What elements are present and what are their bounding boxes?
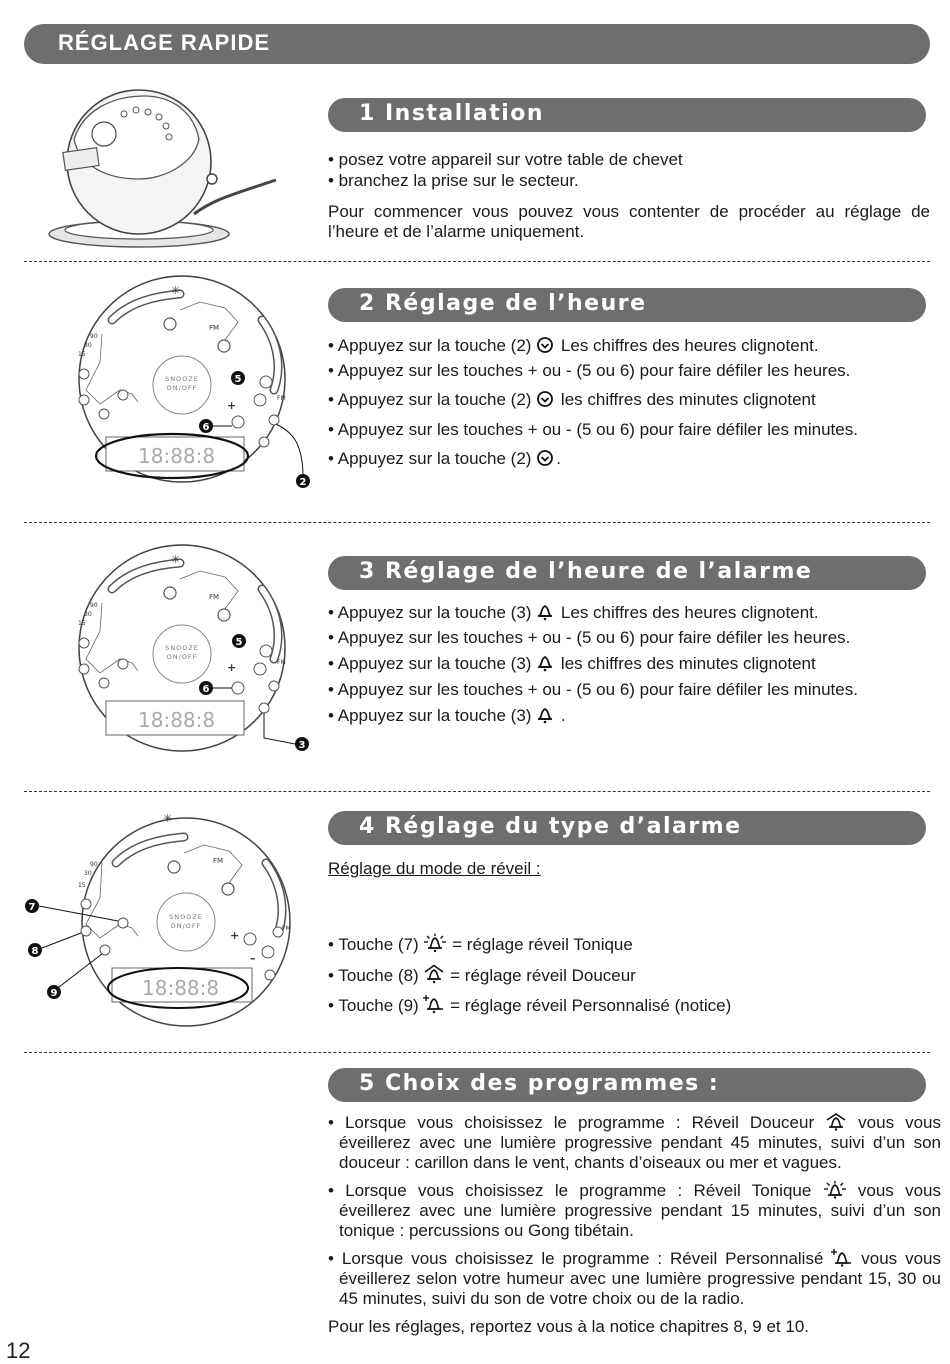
s2-line-3: • Appuyez sur la touche (2) les chiffres des minutes clignotent: [328, 390, 816, 409]
svg-text:30: 30: [84, 342, 92, 349]
tonic-alarm-icon: [823, 1181, 847, 1199]
device-illustration: [44, 84, 284, 254]
s3-line-4: • Appuyez sur les touches + ou - (5 ou 6) pour faire défiler les minutes.: [328, 680, 858, 699]
svg-text:SNOOZE: SNOOZE: [165, 375, 199, 383]
svg-text:6: 6: [202, 422, 210, 433]
svg-text:✳: ✳: [171, 284, 181, 297]
s1-paragraph: Pour commencer vous pouvez vous contenter de procéder au réglage de l’heure et de l’alarme uniquement.: [328, 202, 930, 241]
clock-diagram-4: [18, 802, 318, 1047]
svg-text:FM: FM: [209, 593, 220, 601]
section-3-banner: [328, 556, 926, 590]
s2-line-5: • Appuyez sur la touche (2) .: [328, 449, 561, 468]
svg-text:90: 90: [90, 861, 98, 868]
section-5-title: 5 Choix des programmes :: [359, 1071, 720, 1096]
bell-icon: [536, 706, 556, 724]
svg-text:9: 9: [50, 988, 58, 999]
s1-bullet-2: • branchez la prise sur le secteur.: [328, 171, 579, 190]
s3-line-3: • Appuyez sur la touche (3) les chiffres des minutes clignotent: [328, 654, 816, 673]
svg-text:FM: FM: [282, 925, 291, 932]
custom-alarm-icon: [831, 1249, 853, 1267]
s2-line-2: • Appuyez sur les touches + ou - (5 ou 6) pour faire défiler les heures.: [328, 361, 851, 380]
svg-text:15: 15: [78, 351, 86, 358]
svg-text:15: 15: [78, 620, 86, 627]
section-1-banner: [328, 98, 926, 132]
section-3-title: 3 Réglage de l’heure de l’alarme: [359, 559, 813, 584]
svg-text:+: +: [227, 399, 237, 412]
gentle-alarm-icon: [423, 964, 445, 984]
clock-set-icon: [536, 449, 556, 467]
clock-diagram-2: [20, 272, 325, 500]
svg-text:90: 90: [90, 602, 98, 609]
svg-text:FM: FM: [213, 857, 224, 865]
svg-text:✳: ✳: [163, 812, 173, 825]
s2-line-4: • Appuyez sur les touches + ou - (5 ou 6) pour faire défiler les minutes.: [328, 420, 858, 439]
svg-text:FM: FM: [209, 324, 220, 332]
section-1-title: 1 Installation: [359, 101, 545, 126]
bell-icon: [536, 603, 556, 621]
s5-bullet-1: • Lorsque vous choisissez le programme : Réveil Douceur vous vous éveillerez avec une lumière progressive pendant 45 minutes, suivi d’un son douceur : carillon dans le vent, chants d’oiseaux ou mer et vagues.: [328, 1113, 941, 1172]
section-4-banner: [328, 811, 926, 845]
svg-text:3: 3: [298, 740, 306, 751]
tonic-alarm-icon: [423, 933, 447, 953]
svg-text:FM: FM: [277, 659, 286, 666]
clock-set-icon: [536, 336, 556, 354]
gentle-alarm-icon: [825, 1113, 847, 1131]
s5-bullet-2: • Lorsque vous choisissez le programme : Réveil Tonique vous vous éveillerez avec une lumière progressive pendant 15 minutes, suivi d’un son tonique : percussions ou Gong tibétain.: [328, 1181, 941, 1240]
s4-touche-7: • Touche (7) = réglage réveil Tonique: [328, 935, 633, 954]
svg-text:90: 90: [90, 333, 98, 340]
s3-line-1: • Appuyez sur la touche (3) Les chiffres des heures clignotent.: [328, 603, 819, 622]
svg-text:6: 6: [202, 684, 210, 695]
svg-text:18:88:8: 18:88:8: [138, 708, 216, 732]
svg-text:30: 30: [84, 870, 92, 877]
svg-text:8: 8: [31, 946, 39, 957]
svg-text:30: 30: [84, 611, 92, 618]
svg-text:15: 15: [78, 882, 86, 889]
svg-text:18:88:8: 18:88:8: [142, 976, 220, 1000]
svg-text:–: –: [250, 952, 256, 965]
svg-text:SNOOZE: SNOOZE: [165, 644, 199, 652]
svg-text:2: 2: [299, 477, 307, 488]
svg-text:FM: FM: [277, 395, 286, 402]
s2-line-1: • Appuyez sur la touche (2) Les chiffres des heures clignotent.: [328, 336, 819, 355]
svg-text:ON/OFF: ON/OFF: [166, 653, 198, 661]
svg-text:SNOOZE: SNOOZE: [169, 913, 203, 921]
separator: [24, 522, 930, 523]
s5-footer: Pour les réglages, reportez vous à la notice chapitres 8, 9 et 10.: [328, 1317, 809, 1336]
svg-text:5: 5: [235, 637, 243, 648]
separator: [24, 791, 930, 792]
clock-set-icon: [536, 390, 556, 408]
svg-text:ON/OFF: ON/OFF: [170, 922, 202, 930]
svg-text:+: +: [227, 661, 237, 674]
section-4-title: 4 Réglage du type d’alarme: [359, 814, 742, 839]
svg-text:5: 5: [234, 374, 242, 385]
svg-text:✳: ✳: [171, 553, 181, 566]
s4-touche-9: • Touche (9) = réglage réveil Personnalisé (notice): [328, 996, 732, 1015]
s1-bullet-1: • posez votre appareil sur votre table de chevet: [328, 150, 683, 169]
page-title-banner: [24, 24, 930, 64]
section-2-banner: [328, 288, 926, 322]
custom-alarm-icon: [423, 994, 445, 1014]
s3-line-5: • Appuyez sur la touche (3) .: [328, 706, 566, 725]
svg-text:+: +: [230, 929, 240, 942]
section-5-banner: [328, 1068, 926, 1102]
clock-diagram-3: [20, 538, 325, 763]
bell-icon: [536, 654, 556, 672]
page-title: RÉGLAGE RAPIDE: [58, 30, 271, 55]
page-number: 12: [6, 1338, 31, 1363]
s4-touche-8: • Touche (8) = réglage réveil Douceur: [328, 966, 636, 985]
s4-subtitle: Réglage du mode de réveil :: [328, 859, 541, 878]
separator: [24, 1052, 930, 1053]
svg-text:18:88:8: 18:88:8: [138, 444, 216, 468]
svg-text:ON/OFF: ON/OFF: [166, 384, 198, 392]
section-2-title: 2 Réglage de l’heure: [359, 291, 647, 316]
separator: [24, 261, 930, 262]
svg-text:7: 7: [28, 902, 36, 913]
s5-bullet-3: • Lorsque vous choisissez le programme : Réveil Personnalisé vous vous éveillerez selon votre humeur avec une lumière progressive pendant 15, 30 ou 45 minutes, suivi du son de votre choix ou de la radio.: [328, 1249, 941, 1308]
s3-line-2: • Appuyez sur les touches + ou - (5 ou 6) pour faire défiler les heures.: [328, 628, 851, 647]
